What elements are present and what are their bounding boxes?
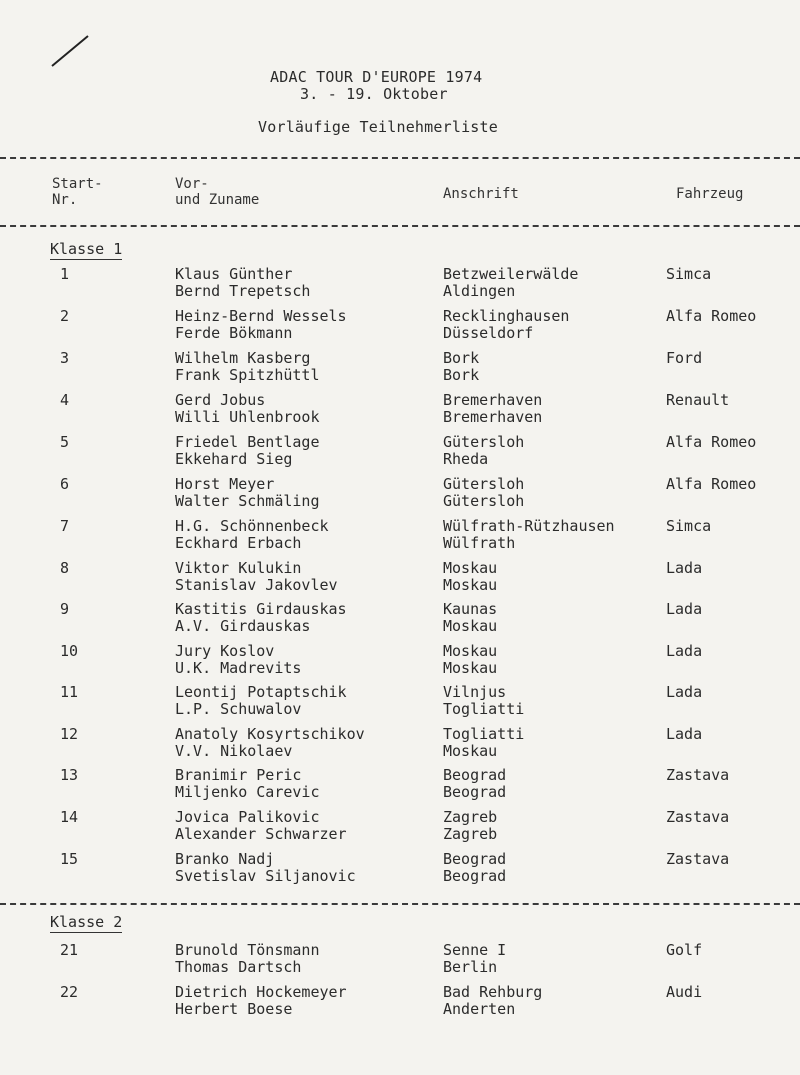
driver-address: Senne I: [443, 941, 507, 959]
participant-row: [0, 726, 800, 766]
codriver-address: Moskau: [443, 617, 498, 635]
driver-address: Togliatti: [443, 725, 525, 743]
codriver-name: V.V. Nikolaev: [175, 742, 293, 760]
codriver-name: Herbert Boese: [175, 1000, 293, 1018]
vehicle: Zastava: [666, 808, 730, 826]
header-name-line1: Vor-: [175, 176, 209, 192]
vehicle: Lada: [666, 683, 703, 701]
start-number: 12: [60, 725, 79, 743]
driver-name: Anatoly Kosyrtschikov: [175, 725, 365, 743]
participant-row: [0, 984, 800, 1024]
codriver-address: Wülfrath: [443, 534, 516, 552]
driver-name: Viktor Kulukin: [175, 559, 302, 577]
vehicle: Alfa Romeo: [666, 475, 757, 493]
codriver-name: Stanislav Jakovlev: [175, 576, 338, 594]
vehicle: Alfa Romeo: [666, 433, 757, 451]
driver-address: Bremerhaven: [443, 391, 543, 409]
driver-address: Gütersloh: [443, 433, 525, 451]
codriver-address: Moskau: [443, 576, 498, 594]
driver-address: Gütersloh: [443, 475, 525, 493]
vehicle: Zastava: [666, 850, 730, 868]
codriver-name: Ferde Bökmann: [175, 324, 293, 342]
codriver-name: Bernd Trepetsch: [175, 282, 311, 300]
header-start-nr-line2: Nr.: [52, 192, 78, 208]
driver-name: Wilhelm Kasberg: [175, 349, 311, 367]
codriver-address: Düsseldorf: [443, 324, 534, 342]
participant-row: [0, 266, 800, 306]
start-number: 22: [60, 983, 79, 1001]
vehicle: Simca: [666, 517, 712, 535]
codriver-address: Beograd: [443, 783, 507, 801]
codriver-address: Anderten: [443, 1000, 516, 1018]
driver-name: Klaus Günther: [175, 265, 293, 283]
participant-row: [0, 518, 800, 558]
driver-address: Zagreb: [443, 808, 498, 826]
driver-address: Wülfrath-Rützhausen: [443, 517, 615, 535]
driver-name: Dietrich Hockemeyer: [175, 983, 347, 1001]
driver-name: Kastitis Girdauskas: [175, 600, 347, 618]
driver-address: Vilnjus: [443, 683, 507, 701]
start-number: 6: [60, 475, 70, 493]
start-number: 3: [60, 349, 70, 367]
participant-row: [0, 851, 800, 891]
start-number: 1: [60, 265, 70, 283]
driver-name: Horst Meyer: [175, 475, 275, 493]
date-range: 3. - 19. Oktober: [300, 85, 448, 103]
klasse-1-heading: Klasse 1: [50, 240, 123, 258]
vehicle: Lada: [666, 600, 703, 618]
codriver-address: Bork: [443, 366, 480, 384]
codriver-name: Miljenko Carevic: [175, 783, 320, 801]
codriver-address: Beograd: [443, 867, 507, 885]
codriver-address: Gütersloh: [443, 492, 525, 510]
start-number: 13: [60, 766, 79, 784]
codriver-name: Eckhard Erbach: [175, 534, 302, 552]
klasse-separator-rule: [0, 903, 800, 905]
document-subtitle: Vorläufige Teilnehmerliste: [258, 118, 498, 136]
driver-address: Beograd: [443, 850, 507, 868]
codriver-name: L.P. Schuwalov: [175, 700, 302, 718]
start-number: 14: [60, 808, 79, 826]
codriver-name: Alexander Schwarzer: [175, 825, 347, 843]
participant-row: [0, 809, 800, 849]
participant-row: [0, 942, 800, 982]
driver-name: Jury Koslov: [175, 642, 275, 660]
header-start-nr-line1: Start-: [52, 176, 103, 192]
driver-name: Leontij Potaptschik: [175, 683, 347, 701]
participant-row: [0, 308, 800, 348]
vehicle: Simca: [666, 265, 712, 283]
start-number: 4: [60, 391, 70, 409]
vehicle: Audi: [666, 983, 703, 1001]
codriver-address: Aldingen: [443, 282, 516, 300]
driver-name: Branko Nadj: [175, 850, 275, 868]
codriver-address: Moskau: [443, 659, 498, 677]
participant-row: [0, 476, 800, 516]
codriver-address: Berlin: [443, 958, 498, 976]
pen-stroke-mark: [50, 34, 90, 68]
participant-row: [0, 684, 800, 724]
header-vehicle: Fahrzeug: [676, 186, 744, 202]
codriver-name: Thomas Dartsch: [175, 958, 302, 976]
vehicle: Golf: [666, 941, 703, 959]
vehicle: Renault: [666, 391, 730, 409]
codriver-name: Ekkehard Sieg: [175, 450, 293, 468]
vehicle: Lada: [666, 642, 703, 660]
driver-name: Friedel Bentlage: [175, 433, 320, 451]
codriver-name: Frank Spitzhüttl: [175, 366, 320, 384]
vehicle: Alfa Romeo: [666, 307, 757, 325]
codriver-name: U.K. Madrevits: [175, 659, 302, 677]
driver-name: Gerd Jobus: [175, 391, 266, 409]
start-number: 2: [60, 307, 70, 325]
start-number: 10: [60, 642, 79, 660]
codriver-address: Bremerhaven: [443, 408, 543, 426]
driver-name: Jovica Palikovic: [175, 808, 320, 826]
participant-row: [0, 767, 800, 807]
header-name-line2: und Zuname: [175, 192, 260, 208]
start-number: 7: [60, 517, 70, 535]
driver-address: Bork: [443, 349, 480, 367]
codriver-address: Rheda: [443, 450, 489, 468]
header-address: Anschrift: [443, 186, 519, 202]
header-top-rule: [0, 157, 800, 159]
driver-address: Bad Rehburg: [443, 983, 543, 1001]
codriver-name: Svetislav Siljanovic: [175, 867, 356, 885]
start-number: 11: [60, 683, 79, 701]
klasse-2-heading: Klasse 2: [50, 913, 123, 931]
header-bottom-rule: [0, 225, 800, 227]
driver-address: Betzweilerwälde: [443, 265, 579, 283]
start-number: 9: [60, 600, 70, 618]
driver-address: Beograd: [443, 766, 507, 784]
vehicle: Zastava: [666, 766, 730, 784]
document-title: ADAC TOUR D'EUROPE 1974: [270, 68, 483, 86]
codriver-name: Walter Schmäling: [175, 492, 320, 510]
driver-address: Recklinghausen: [443, 307, 570, 325]
codriver-address: Zagreb: [443, 825, 498, 843]
participant-row: [0, 434, 800, 474]
driver-address: Moskau: [443, 559, 498, 577]
codriver-address: Togliatti: [443, 700, 525, 718]
codriver-name: Willi Uhlenbrook: [175, 408, 320, 426]
driver-address: Moskau: [443, 642, 498, 660]
driver-name: Brunold Tönsmann: [175, 941, 320, 959]
participant-row: [0, 643, 800, 683]
driver-name: Heinz-Bernd Wessels: [175, 307, 347, 325]
participant-row: [0, 392, 800, 432]
participant-row: [0, 560, 800, 600]
driver-name: Branimir Peric: [175, 766, 302, 784]
start-number: 8: [60, 559, 70, 577]
start-number: 15: [60, 850, 79, 868]
codriver-name: A.V. Girdauskas: [175, 617, 311, 635]
vehicle: Lada: [666, 725, 703, 743]
vehicle: Lada: [666, 559, 703, 577]
start-number: 21: [60, 941, 79, 959]
vehicle: Ford: [666, 349, 703, 367]
participant-row: [0, 350, 800, 390]
participant-row: [0, 601, 800, 641]
codriver-address: Moskau: [443, 742, 498, 760]
start-number: 5: [60, 433, 70, 451]
driver-address: Kaunas: [443, 600, 498, 618]
driver-name: H.G. Schönnenbeck: [175, 517, 329, 535]
